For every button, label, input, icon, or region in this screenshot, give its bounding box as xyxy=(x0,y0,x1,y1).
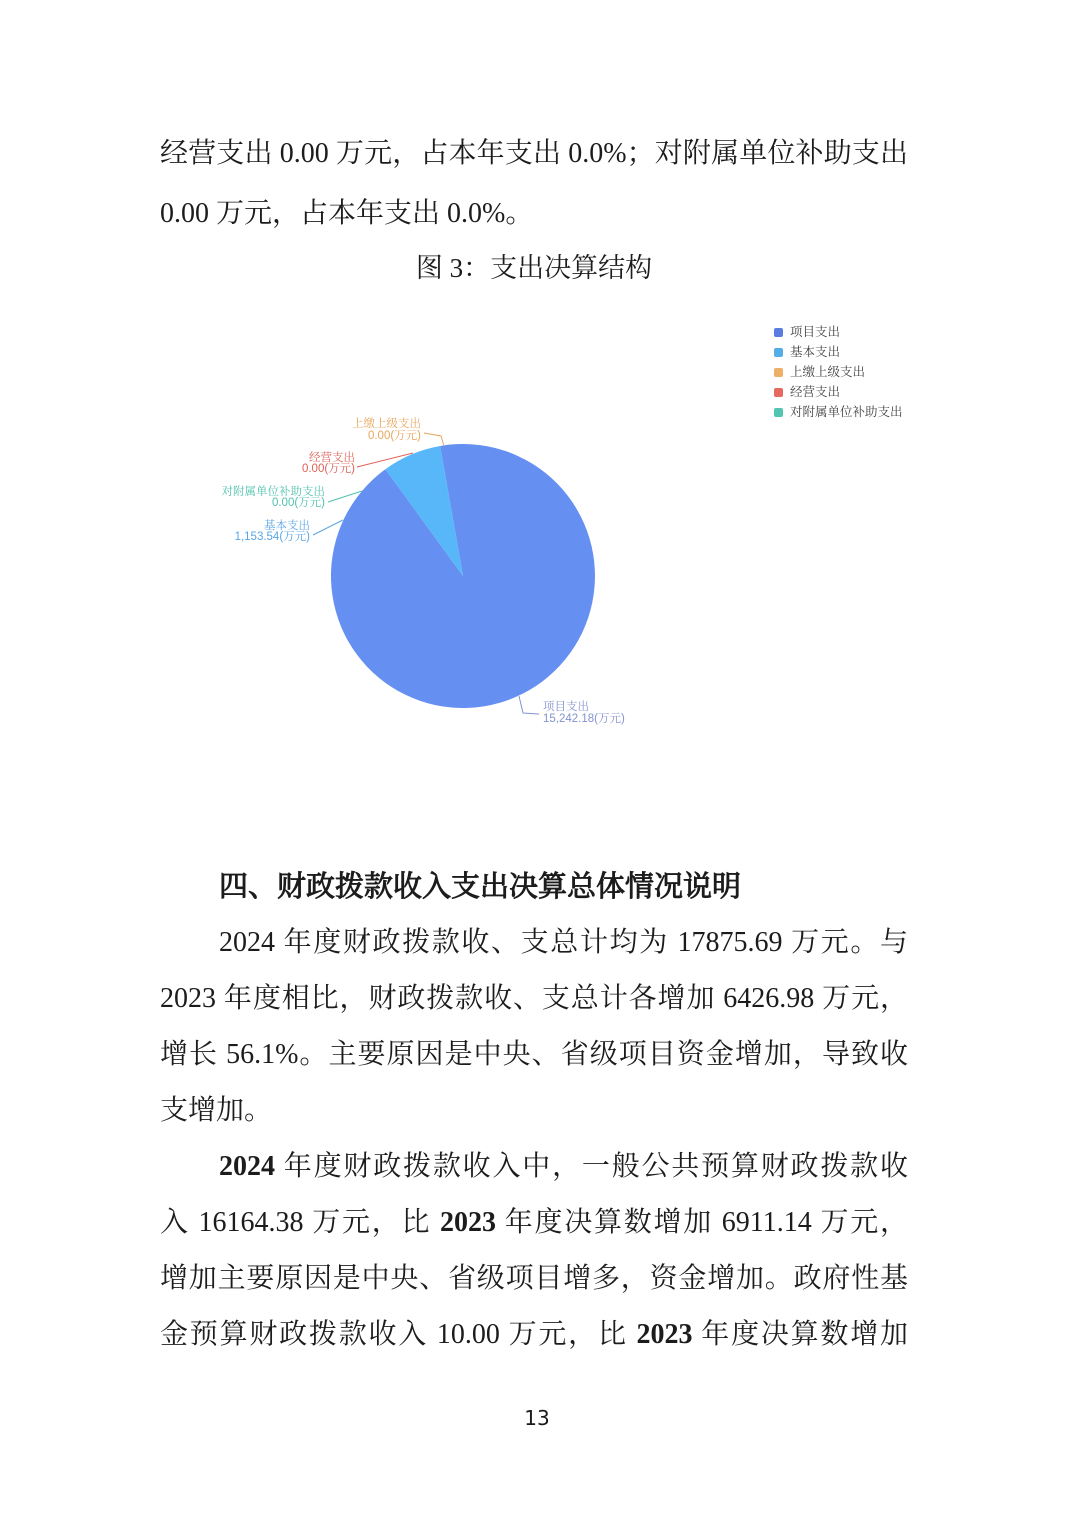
text-line: 2024 年度财政拨款收入中，一般公共预算财政拨款收 xyxy=(219,1151,908,1182)
legend-label: 对附属单位补助支出 xyxy=(790,405,903,419)
legend-item xyxy=(774,382,974,402)
intro-paragraph xyxy=(160,124,908,244)
text-line: 支增加。 xyxy=(160,1095,273,1126)
legend-item xyxy=(774,362,974,382)
pie-label-shangjiao-value: 0.00(万元) xyxy=(367,430,421,442)
page-number: 13 xyxy=(524,1406,550,1430)
section-heading: 四、财政拨款收入支出决算总体情况说明 xyxy=(219,871,742,903)
pie-slice-xiangmu xyxy=(331,444,595,708)
pie-label-jingying-value: 0.00(万元) xyxy=(301,463,355,475)
legend-label: 上缴上级支出 xyxy=(790,365,866,379)
section-paragraph-1 xyxy=(160,915,908,1139)
pie-label-xiangmu-value: 15,242.18(万元) xyxy=(543,713,625,725)
text-line: 增加主要原因是中央、省级项目增多，资金增加。政府性基 xyxy=(160,1263,908,1294)
text-line: 2023 年度相比，财政拨款收、支总计各增加 6426.98 万元， xyxy=(160,983,908,1014)
legend-item xyxy=(774,342,974,362)
text-line: 2024 年度财政拨款收、支总计均为 17875.69 万元。与 xyxy=(219,927,908,958)
legend-swatch-icon xyxy=(774,348,783,357)
pie-label-fushu-value: 0.00(万元) xyxy=(271,497,325,509)
pie-label-jiben-value: 1,153.54(万元) xyxy=(234,531,310,543)
legend-label: 经营支出 xyxy=(790,385,841,399)
leader-line-xiangmu xyxy=(519,696,539,714)
section-paragraph-2 xyxy=(160,1139,908,1363)
pie-label-shangjiao-name: 上缴上级支出 xyxy=(352,418,421,430)
chart-legend xyxy=(774,322,974,422)
text-line: 入 16164.38 万元，比 2023 年度决算数增加 6911.14 万元， xyxy=(160,1207,908,1238)
legend-swatch-icon xyxy=(774,388,783,397)
text-line: 增长 56.1%。主要原因是中央、省级项目资金增加，导致收 xyxy=(160,1039,908,1070)
legend-swatch-icon xyxy=(774,408,783,417)
text-line: 经营支出 0.00 万元，占本年支出 0.0%；对附属单位补助支出 xyxy=(160,138,908,169)
figure-caption: 图 3：支出决算结构 xyxy=(415,253,653,283)
legend-swatch-icon xyxy=(774,368,783,377)
text-line: 金预算财政拨款收入 10.00 万元，比 2023 年度决算数增加 xyxy=(160,1319,908,1350)
legend-item xyxy=(774,402,974,422)
legend-swatch-icon xyxy=(774,328,783,337)
text-line: 0.00 万元，占本年支出 0.0%。 xyxy=(160,198,534,229)
leader-line-shangjiao xyxy=(424,433,444,446)
pie-label-jingying-name: 经营支出 xyxy=(309,452,355,464)
pie-label-jiben-name: 基本支出 xyxy=(264,520,310,532)
pie-label-xiangmu-name: 项目支出 xyxy=(543,701,589,713)
legend-item xyxy=(774,322,974,342)
legend-label: 基本支出 xyxy=(790,345,841,359)
section-4 xyxy=(160,859,908,1363)
pie-label-fushu-name: 对附属单位补助支出 xyxy=(221,486,325,498)
legend-label: 项目支出 xyxy=(790,325,841,339)
